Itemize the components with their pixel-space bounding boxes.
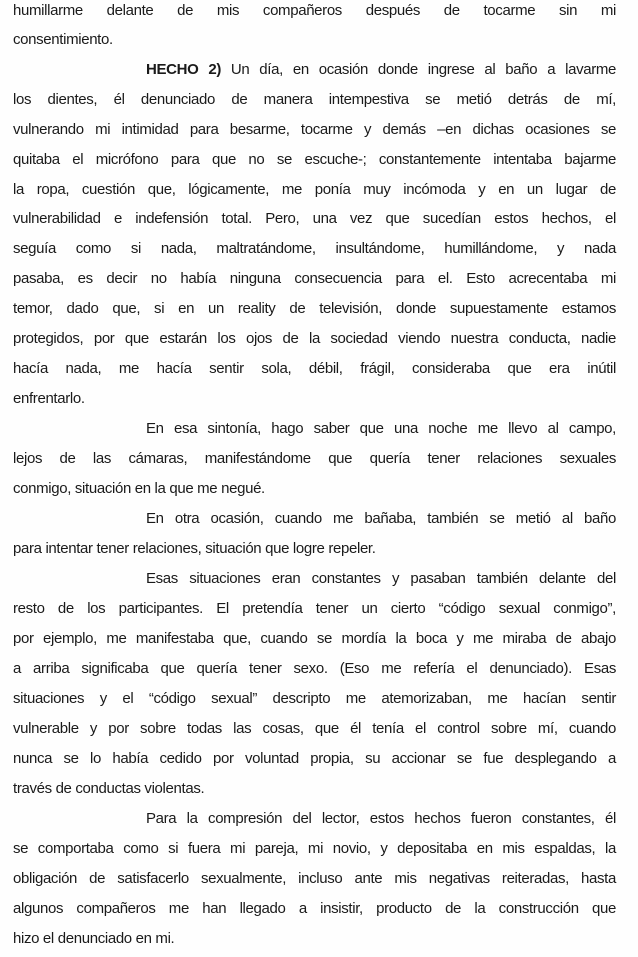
text-line: nunca se lo había cedido por voluntad propia, su accionar se fue desplegando a — [13, 750, 616, 767]
text-line: situaciones y el “código sexual” descripto me atemorizaban, me hacían sentir — [13, 690, 616, 707]
text-line: En otra ocasión, cuando me bañaba, también se metió al baño — [146, 510, 616, 527]
text-line: a arriba significaba que quería tener sexo. (Eso me refería el denunciado). Esas — [13, 660, 616, 677]
text-line: conmigo, situación en la que me negué. — [13, 480, 265, 497]
text-line: enfrentarlo. — [13, 390, 85, 407]
text-line: la ropa, cuestión que, lógicamente, me ponía muy incómoda y en un lugar de — [13, 181, 616, 198]
hecho-2-label: HECHO 2) — [146, 61, 221, 78]
text-line: hizo el denunciado en mi. — [13, 930, 175, 947]
text-line: por ejemplo, me manifestaba que, cuando se mordía la boca y me miraba de abajo — [13, 630, 616, 647]
text-line: los dientes, él denunciado de manera intempestiva se metió detrás de mí, — [13, 91, 616, 108]
text-line: protegidos, por que estarán los ojos de la sociedad viendo nuestra conducta, nadie — [13, 330, 616, 347]
text-line: lejos de las cámaras, manifestándome que quería tener relaciones sexuales — [13, 450, 616, 467]
text-line: quitaba el micrófono para que no se escuche-; constantemente intentaba bajarme — [13, 151, 616, 168]
text-line: hacía nada, me hacía sentir sola, débil, frágil, consideraba que era inútil — [13, 360, 616, 377]
text-line: En esa sintonía, hago saber que una noche me llevo al campo, — [146, 420, 616, 437]
text-line: seguía como si nada, maltratándome, insultándome, humillándome, y nada — [13, 240, 616, 257]
text-line: vulnerable y por sobre todas las cosas, que él tenía el control sobre mí, cuando — [13, 720, 616, 737]
text-line: través de conductas violentas. — [13, 780, 205, 797]
text-line: humillarme delante de mis compañeros después de tocarme sin mi — [13, 2, 616, 19]
text-line: temor, dado que, si en un reality de televisión, donde supuestamente estamos — [13, 300, 616, 317]
text-line: para intentar tener relaciones, situación que logre repeler. — [13, 540, 376, 557]
hecho-2-heading-line — [146, 59, 616, 81]
text-line: Esas situaciones eran constantes y pasaban también delante del — [146, 570, 616, 587]
text-line: vulnerabilidad e indefensión total. Pero, una vez que sucedían estos hechos, el — [13, 210, 616, 227]
text-line: obligación de satisfacerlo sexualmente, incluso ante mis negativas reiteradas, hasta — [13, 870, 616, 887]
text-line: consentimiento. — [13, 31, 113, 48]
text-span: Un día, en ocasión donde ingrese al baño a lavarme — [220, 61, 617, 78]
text-line: vulnerando mi intimidad para besarme, tocarme y demás –en dichas ocasiones se — [13, 121, 616, 138]
text-line: resto de los participantes. El pretendía tener un cierto “código sexual conmigo”, — [13, 600, 616, 617]
text-line: se comportaba como si fuera mi pareja, mi novio, y depositaba en mis espaldas, la — [13, 840, 616, 857]
text-line: pasaba, es decir no había ninguna consecuencia para el. Esto acrecentaba mi — [13, 270, 616, 287]
text-line: algunos compañeros me han llegado a insistir, producto de la construcción que — [13, 900, 616, 917]
text-line: Para la compresión del lector, estos hechos fueron constantes, él — [146, 810, 616, 827]
